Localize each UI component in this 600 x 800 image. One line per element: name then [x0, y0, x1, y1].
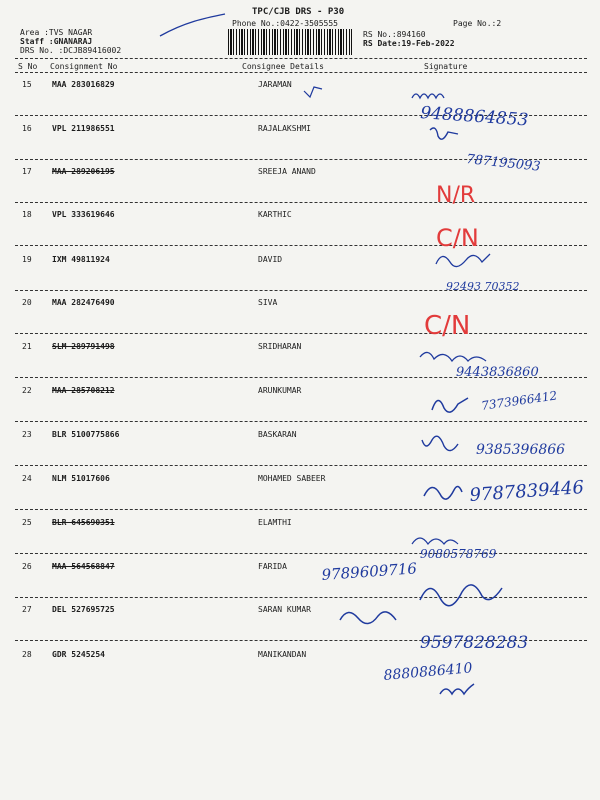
handwritten-phone: 9443836860	[456, 365, 539, 380]
handwritten-mark: C/N	[436, 224, 479, 252]
row-consignee-name: JARAMAN	[258, 80, 292, 89]
handwritten-phone: 9385396866	[476, 442, 566, 458]
row-consignment-no: VPL 211986551	[52, 124, 115, 133]
row-consignment-no: VPL 333619646	[52, 210, 115, 219]
row-consignee-name: BASKARAN	[258, 430, 297, 439]
pen-stroke	[160, 14, 225, 36]
rs-date: RS Date:19-Feb-2022	[363, 39, 455, 48]
document-title: TPC/CJB DRS - P30	[252, 7, 345, 17]
column-header-sno: S No	[18, 62, 38, 71]
phone-number: Phone No.:0422-3505555	[232, 19, 338, 28]
row-sno: 18	[22, 210, 32, 219]
table-row	[0, 650, 600, 694]
row-consignment-no: BLR 645690351	[52, 518, 115, 527]
row-divider	[15, 159, 587, 160]
table-row	[0, 210, 600, 254]
row-consignee-name: MANIKANDAN	[258, 650, 307, 659]
row-consignment-no: MAA 283016829	[52, 80, 115, 89]
handwritten-mark: C/N	[424, 311, 471, 341]
table-row	[0, 80, 600, 124]
table-row	[0, 167, 600, 211]
row-sno: 16	[22, 124, 32, 133]
table-row	[0, 386, 600, 430]
row-consignment-no: GDR 5245254	[52, 650, 105, 659]
row-divider	[15, 509, 587, 510]
row-consignee-name: ARUNKUMAR	[258, 386, 302, 395]
page-number: Page No.:2	[453, 19, 502, 28]
row-consignment-no: MAA 564568847	[52, 562, 115, 571]
row-sno: 20	[22, 298, 32, 307]
table-row	[0, 255, 600, 299]
table-row	[0, 342, 600, 386]
row-consignee-name: MOHAMED SABEER	[258, 474, 326, 483]
row-divider	[15, 465, 587, 466]
row-sno: 28	[22, 650, 32, 659]
header-divider	[15, 58, 587, 59]
row-divider	[15, 597, 587, 598]
area-label: Area :TVS NAGAR	[20, 28, 93, 37]
row-consignee-name: SREEJA ANAND	[258, 167, 316, 176]
table-row	[0, 518, 600, 562]
row-divider	[15, 115, 587, 116]
handwritten-phone: 9080578769	[420, 547, 497, 561]
row-divider	[15, 421, 587, 422]
row-consignee-name: FARIDA	[258, 562, 287, 571]
row-consignee-name: SIVA	[258, 298, 278, 307]
table-row	[0, 298, 600, 342]
row-consignment-no: MAA 282476490	[52, 298, 115, 307]
table-row	[0, 430, 600, 474]
row-sno: 27	[22, 605, 32, 614]
row-sno: 25	[22, 518, 32, 527]
rs-number: RS No.:894160	[363, 30, 426, 39]
row-sno: 26	[22, 562, 32, 571]
row-divider	[15, 377, 587, 378]
handwritten-phone: 92493 70352	[446, 280, 520, 293]
row-sno: 23	[22, 430, 32, 439]
row-sno: 19	[22, 255, 32, 264]
row-consignee-name: SARAN KUMAR	[258, 605, 311, 614]
row-consignee-name: ELAMTHI	[258, 518, 292, 527]
row-sno: 21	[22, 342, 32, 351]
row-consignee-name: RAJALAKSHMI	[258, 124, 311, 133]
row-consignment-no: MAA 289206195	[52, 167, 115, 176]
row-divider	[15, 290, 587, 291]
table-row	[0, 562, 600, 606]
row-consignment-no: IXM 49811924	[52, 255, 110, 264]
row-consignment-no: NLM 51017606	[52, 474, 110, 483]
row-consignee-name: DAVID	[258, 255, 283, 264]
staff-label: Staff :GNANARAJ	[20, 37, 93, 46]
table-row	[0, 474, 600, 518]
row-sno: 24	[22, 474, 32, 483]
row-divider	[15, 553, 587, 554]
row-sno: 22	[22, 386, 32, 395]
column-header-signature: Signature	[424, 62, 468, 71]
barcode-image	[228, 29, 352, 55]
handwritten-phone: 9597828283	[420, 633, 529, 653]
column-divider	[15, 72, 587, 73]
row-sno: 15	[22, 80, 32, 89]
handwritten-phone: 7373966412	[480, 388, 559, 413]
handwritten-phone: 9787839446	[468, 477, 585, 506]
handwritten-phone: 787195093	[465, 152, 542, 175]
row-consignment-no: DEL 527695725	[52, 605, 115, 614]
row-consignee-name: KARTHIC	[258, 210, 292, 219]
drs-number: DRS No. :DCJB89416002	[20, 46, 122, 55]
handwritten-phone: 8880886410	[382, 660, 474, 684]
row-consignment-no: MAA 285708212	[52, 386, 115, 395]
handwritten-mark: N/R	[436, 183, 476, 208]
row-consignee-name: SRIDHARAN	[258, 342, 302, 351]
row-divider	[15, 640, 587, 641]
column-header-consignee: Consignee Details	[242, 62, 324, 71]
row-consignment-no: BLR 5100775866	[52, 430, 120, 439]
row-divider	[15, 202, 587, 203]
row-sno: 17	[22, 167, 32, 176]
table-row	[0, 605, 600, 649]
table-row	[0, 124, 600, 168]
column-header-consignment: Consignment No	[50, 62, 118, 71]
row-divider	[15, 333, 587, 334]
row-consignment-no: SLM 289791498	[52, 342, 115, 351]
handwritten-phone: 9488864853	[419, 103, 529, 131]
row-divider	[15, 245, 587, 246]
handwritten-phone: 9789609716	[321, 559, 418, 584]
